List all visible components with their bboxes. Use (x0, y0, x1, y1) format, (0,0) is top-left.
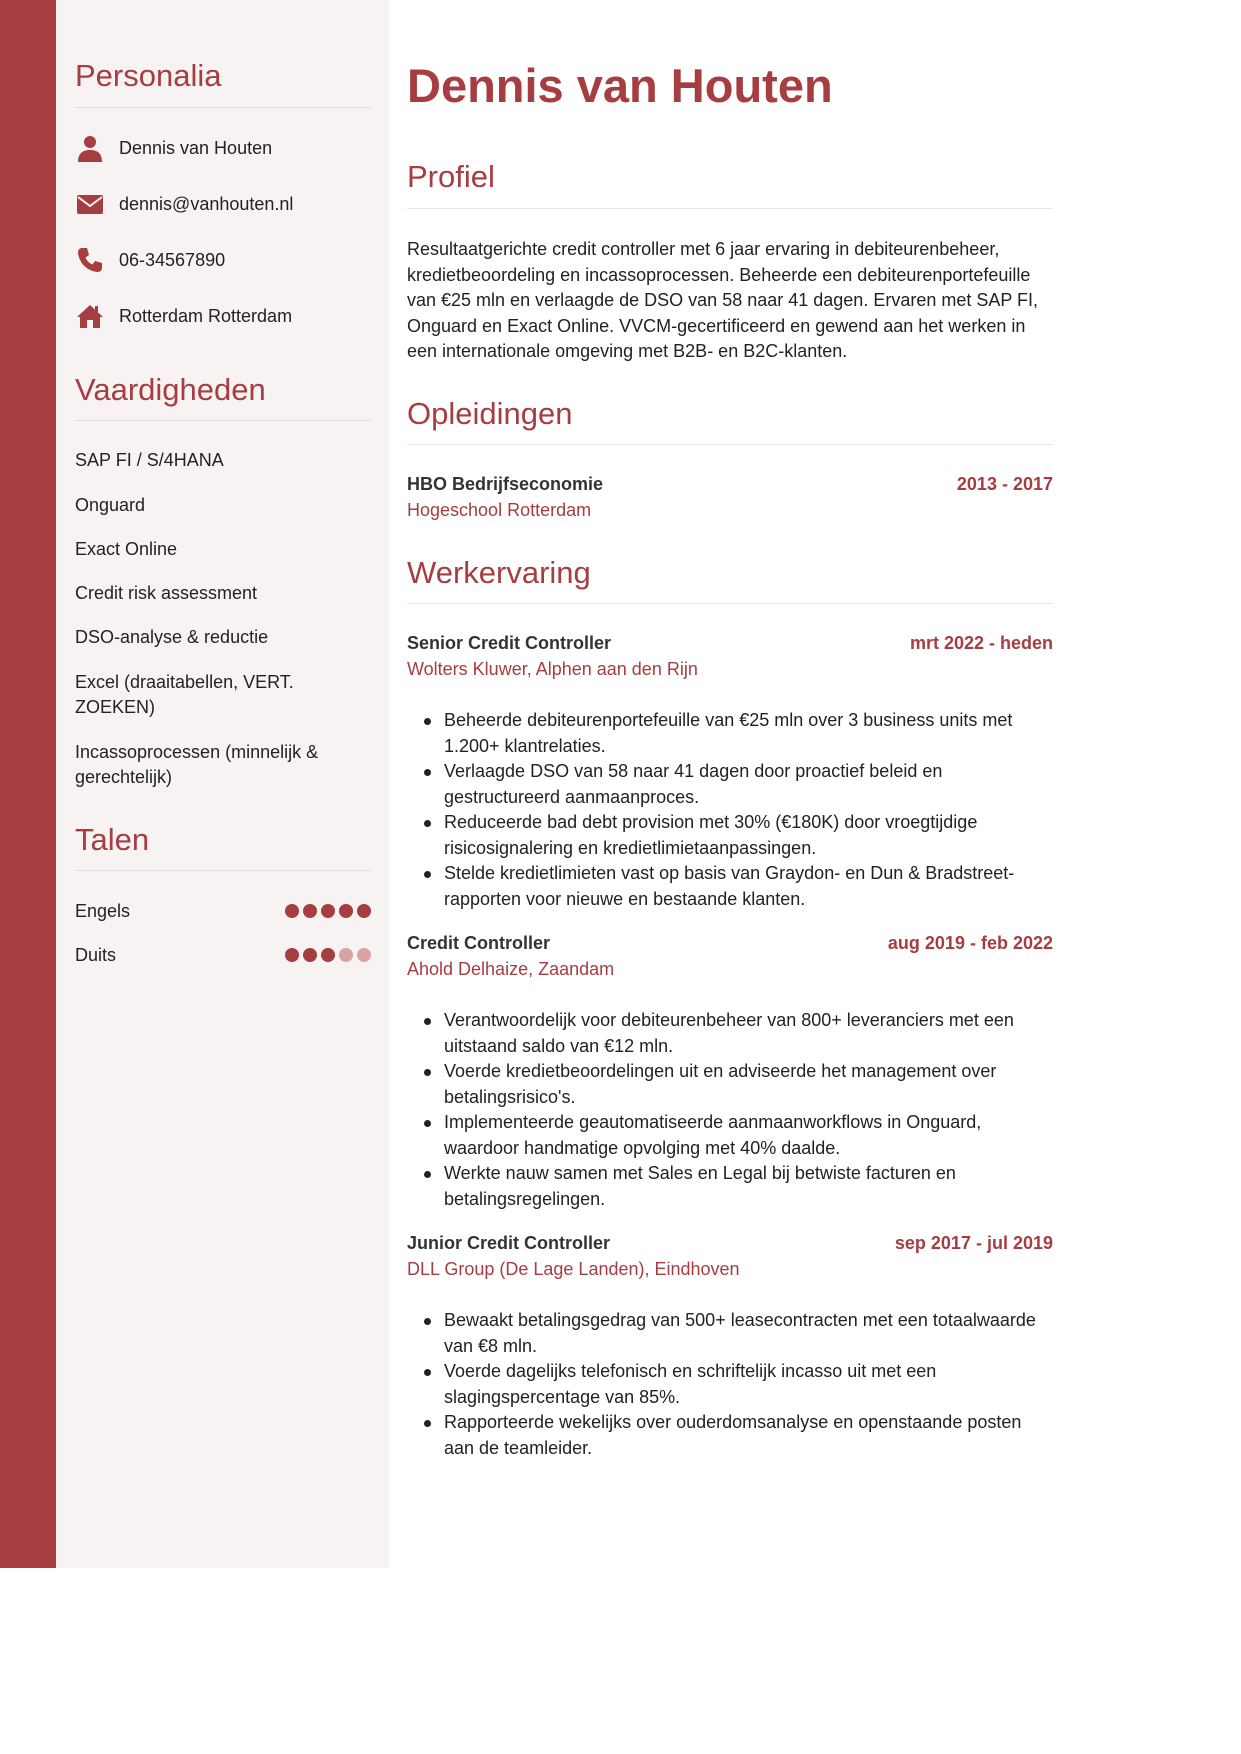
user-icon (75, 133, 105, 163)
skill-item: SAP FI / S/4HANA (75, 450, 224, 470)
profile-heading: Profiel (407, 159, 495, 194)
contact-email-value: dennis@vanhouten.nl (119, 193, 294, 214)
job-bullets (407, 1008, 1053, 1212)
skills-heading: Vaardigheden (75, 372, 266, 407)
level-dot-filled (321, 948, 335, 962)
divider (75, 420, 371, 421)
phone-icon (75, 245, 105, 275)
accent-bar (0, 0, 56, 1568)
list-item: Verlaagde DSO van 58 naar 41 dagen door proactief beleid en gestructureerd aanmaanproces. (444, 759, 1053, 810)
job-header (407, 633, 1053, 654)
list-item: Verantwoordelijk voor debiteurenbeheer van 800+ leveranciers met een uitstaand saldo van €12 mln. (444, 1008, 1053, 1059)
candidate-name: Dennis van Houten (407, 59, 833, 112)
divider (407, 603, 1053, 604)
divider (407, 208, 1053, 209)
list-item: Beheerde debiteurenportefeuille van €25 mln over 3 business units met 1.200+ klantrelaties. (444, 708, 1053, 759)
experience-heading: Werkervaring (407, 555, 591, 590)
language-level (285, 904, 371, 918)
list-item: Reduceerde bad debt provision met 30% (€180K) door vroegtijdige risicosignalering en kredietlimietaanpassingen. (444, 810, 1053, 861)
job-date: mrt 2022 - heden (909, 633, 1053, 653)
job-header (407, 933, 1053, 954)
skill-item: Exact Online (75, 539, 178, 559)
list-item: Implementeerde geautomatiseerde aanmaanworkflows in Onguard, waardoor handmatige opvolging met 40% daalde. (444, 1110, 1053, 1161)
job-title: Senior Credit Controller (407, 633, 612, 653)
job-title: Credit Controller (407, 933, 551, 953)
personalia-heading: Personalia (75, 58, 222, 93)
level-dot-filled (339, 904, 353, 918)
contact-name (75, 132, 272, 164)
level-dot-filled (357, 904, 371, 918)
job-bullets (407, 1308, 1053, 1461)
level-dot-filled (285, 948, 299, 962)
profile-text: Resultaatgerichte credit controller met 6 jaar ervaring in debiteurenbeheer, kredietbeoordeling en incassoprocessen. Beheerde een debiteurenportefeuille van €25 mln en verlaagde de DSO van 58 naar 41 dagen. Ervaren met SAP FI, Onguard en Exact Online. VVCM-gecertificeerd en gewend aan het werken in een internationale omgeving met B2B- en B2C-klanten. (407, 239, 1039, 361)
job-title: Junior Credit Controller (407, 1233, 611, 1253)
level-dot-empty (357, 948, 371, 962)
level-dot-filled (321, 904, 335, 918)
contact-phone (75, 244, 225, 276)
skill-item: Excel (draaitabellen, VERT. ZOEKEN) (75, 672, 294, 717)
contact-email (75, 188, 293, 220)
job-date: aug 2019 - feb 2022 (887, 933, 1053, 953)
home-icon (75, 301, 105, 331)
skill-item: DSO-analyse & reductie (75, 627, 269, 647)
language-row (75, 899, 371, 923)
languages-heading: Talen (75, 822, 150, 857)
language-level (285, 948, 371, 962)
level-dot-filled (303, 904, 317, 918)
divider (407, 444, 1053, 445)
job-date: sep 2017 - jul 2019 (894, 1233, 1053, 1253)
list-item: Bewaakt betalingsgedrag van 500+ leasecontracten met een totaalwaarde van €8 mln. (444, 1308, 1053, 1359)
skill-item: Incassoprocessen (minnelijk & gerechtelijk) (75, 742, 319, 787)
education-heading: Opleidingen (407, 396, 573, 431)
level-dot-empty (339, 948, 353, 962)
language-row (75, 943, 371, 967)
job-bullets (407, 708, 1053, 912)
language-name: Engels (75, 900, 131, 921)
divider (75, 870, 371, 871)
level-dot-filled (303, 948, 317, 962)
envelope-icon (75, 189, 105, 219)
language-name: Duits (75, 944, 117, 965)
education-title: HBO Bedrijfseconomie (407, 474, 604, 494)
divider (75, 107, 371, 108)
list-item: Voerde dagelijks telefonisch en schriftelijk incasso uit met een slagingspercentage van 85%. (444, 1359, 1053, 1410)
level-dot-filled (285, 904, 299, 918)
list-item: Voerde kredietbeoordelingen uit en adviseerde het management over betalingsrisico's. (444, 1059, 1053, 1110)
education-entry-header (407, 474, 1053, 495)
contact-address (75, 300, 292, 332)
list-item: Rapporteerde wekelijks over ouderdomsanalyse en openstaande posten aan de teamleider. (444, 1410, 1053, 1461)
job-company: DLL Group (De Lage Landen), Eindhoven (407, 1259, 740, 1279)
job-header (407, 1233, 1053, 1254)
education-date: 2013 - 2017 (956, 474, 1053, 494)
contact-phone-value: 06-34567890 (119, 249, 226, 270)
list-item: Stelde kredietlimieten vast op basis van Graydon- en Dun & Bradstreet-rapporten voor nieuwe en bestaande klanten. (444, 861, 1053, 912)
contact-name-value: Dennis van Houten (119, 137, 273, 158)
skill-item: Onguard (75, 495, 146, 515)
skill-item: Credit risk assessment (75, 583, 258, 603)
job-company: Ahold Delhaize, Zaandam (407, 959, 615, 979)
education-institution: Hogeschool Rotterdam (407, 500, 592, 520)
list-item: Werkte nauw samen met Sales en Legal bij betwiste facturen en betalingsregelingen. (444, 1161, 1053, 1212)
contact-address-value: Rotterdam Rotterdam (119, 305, 293, 326)
job-company: Wolters Kluwer, Alphen aan den Rijn (407, 659, 698, 679)
